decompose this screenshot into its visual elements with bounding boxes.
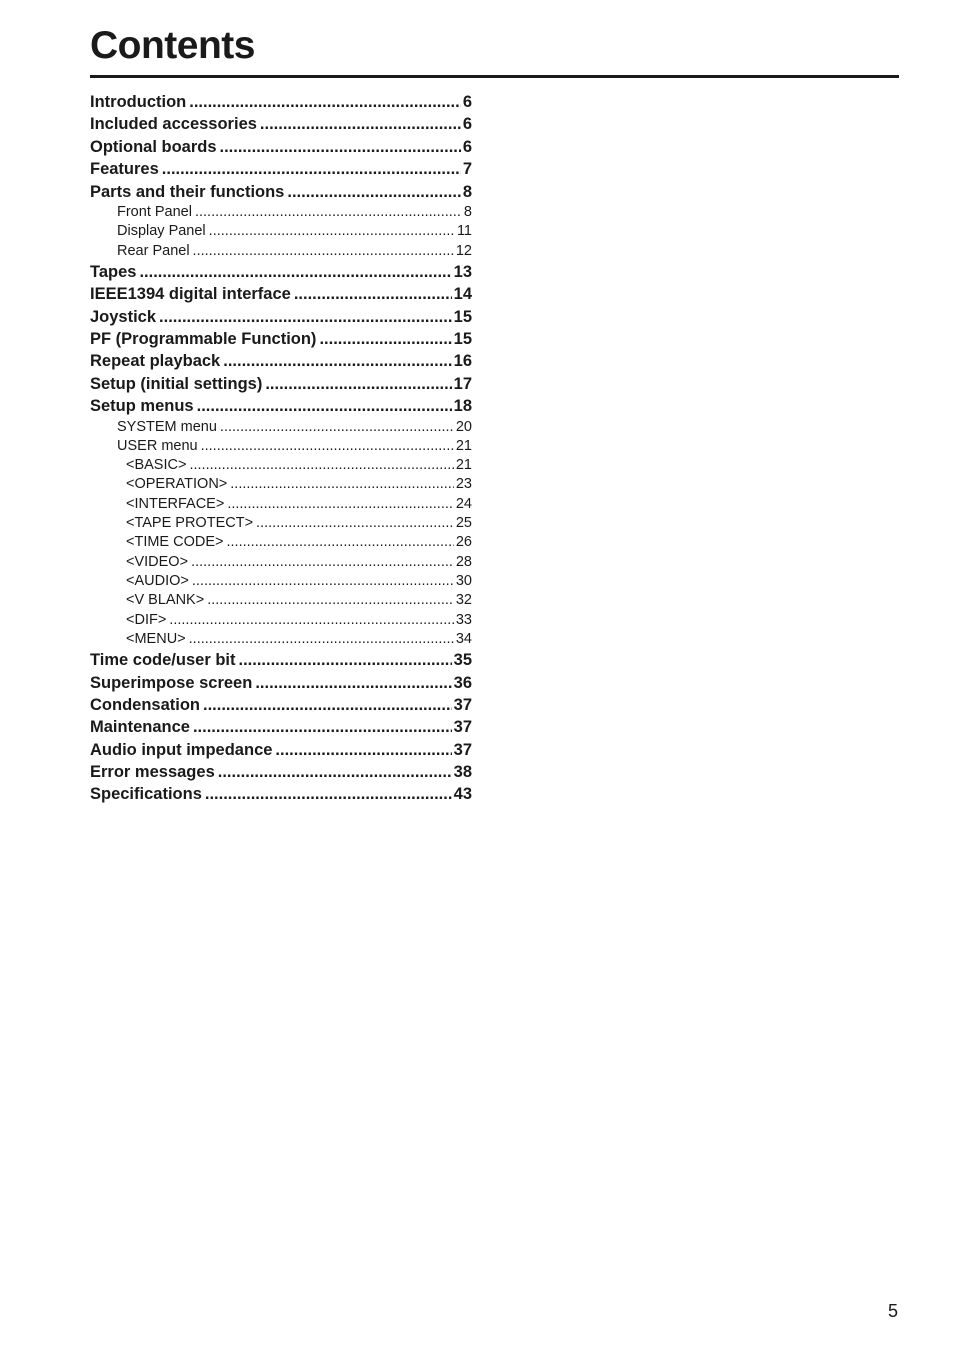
toc-entry-label: Display Panel bbox=[117, 223, 206, 240]
toc-entry-page: 21 bbox=[455, 457, 472, 474]
toc-dot-leader bbox=[159, 306, 452, 328]
toc-subsubentry[interactable] bbox=[90, 533, 472, 552]
toc-entry[interactable] bbox=[90, 306, 472, 328]
toc-entry-label: Error messages bbox=[90, 763, 215, 782]
toc-entry-label: <INTERFACE> bbox=[126, 495, 225, 512]
toc-entry[interactable] bbox=[90, 672, 472, 694]
toc-entry[interactable] bbox=[90, 328, 472, 350]
toc-subsubentry[interactable] bbox=[90, 495, 472, 514]
toc-entry-page: 6 bbox=[462, 115, 472, 134]
toc-entry[interactable] bbox=[90, 181, 472, 203]
toc-dot-leader bbox=[220, 418, 454, 437]
toc-entry[interactable] bbox=[90, 694, 472, 716]
toc-entry-page: 37 bbox=[453, 718, 472, 737]
toc-dot-leader bbox=[201, 437, 454, 456]
toc-entry-label: Specifications bbox=[90, 785, 202, 804]
toc-entry-page: 6 bbox=[462, 93, 472, 111]
toc-entry-label: <V BLANK> bbox=[126, 592, 205, 609]
toc-entry-page: 13 bbox=[453, 262, 472, 281]
toc-entry-label: Features bbox=[90, 160, 159, 179]
toc-dot-leader bbox=[294, 283, 452, 305]
toc-dot-leader bbox=[275, 739, 451, 761]
toc-entry[interactable] bbox=[90, 373, 472, 395]
toc-entry[interactable] bbox=[90, 136, 472, 158]
toc-entry-page: 15 bbox=[453, 330, 472, 349]
toc-entry-label: <TIME CODE> bbox=[126, 534, 224, 551]
toc-subentry[interactable] bbox=[90, 203, 472, 222]
toc-subsubentry[interactable] bbox=[90, 630, 472, 649]
page-title: Contents bbox=[90, 24, 255, 67]
toc-subentry[interactable] bbox=[90, 418, 472, 437]
toc-entry-page: 16 bbox=[453, 352, 472, 371]
toc-entry-page: 15 bbox=[453, 307, 472, 326]
toc-entry-page: 6 bbox=[462, 137, 472, 156]
toc-entry-label: Tapes bbox=[90, 262, 137, 281]
toc-entry-page: 34 bbox=[455, 630, 472, 647]
toc-dot-leader bbox=[218, 761, 452, 783]
toc-entry[interactable] bbox=[90, 158, 472, 180]
toc-dot-leader bbox=[260, 113, 461, 135]
toc-subentry[interactable] bbox=[90, 222, 472, 241]
toc-entry-label: <AUDIO> bbox=[126, 572, 189, 589]
toc-entry-page: 32 bbox=[455, 592, 472, 609]
toc-dot-leader bbox=[223, 350, 451, 372]
toc-dot-leader bbox=[319, 328, 451, 350]
toc-entry-page: 7 bbox=[462, 160, 472, 179]
toc-entry-page: 11 bbox=[456, 223, 472, 240]
toc-entry-label: Optional boards bbox=[90, 137, 217, 156]
toc-dot-leader bbox=[189, 630, 454, 649]
toc-subentry[interactable] bbox=[90, 242, 472, 261]
toc-entry-label: Setup (initial settings) bbox=[90, 374, 263, 393]
toc-dot-leader bbox=[207, 591, 454, 610]
toc-subsubentry[interactable] bbox=[90, 456, 472, 475]
toc-entry-label: <TAPE PROTECT> bbox=[126, 515, 254, 532]
title-divider bbox=[90, 75, 899, 78]
toc-dot-leader bbox=[227, 533, 454, 552]
toc-entry-page: 23 bbox=[455, 476, 472, 493]
toc-dot-leader bbox=[169, 611, 454, 630]
toc-entry-label: Audio input impedance bbox=[90, 740, 273, 759]
toc-entry-label: <VIDEO> bbox=[126, 553, 189, 570]
toc-dot-leader bbox=[162, 158, 461, 180]
toc-dot-leader bbox=[195, 203, 462, 222]
toc-subsubentry[interactable] bbox=[90, 572, 472, 591]
toc-entry-page: 35 bbox=[453, 651, 472, 670]
toc-entry-label: Time code/user bit bbox=[90, 651, 236, 670]
toc-dot-leader bbox=[239, 649, 452, 671]
toc-entry-label: <DIF> bbox=[126, 611, 167, 628]
toc-entry-label: <BASIC> bbox=[126, 457, 187, 474]
toc-dot-leader bbox=[189, 91, 461, 113]
toc-entry-page: 38 bbox=[453, 763, 472, 782]
toc-entry-page: 37 bbox=[453, 740, 472, 759]
toc-dot-leader bbox=[287, 181, 460, 203]
toc-entry-page: 8 bbox=[462, 182, 472, 201]
toc-entry-page: 30 bbox=[455, 572, 472, 589]
toc-entry-label: Included accessories bbox=[90, 115, 257, 134]
toc-entry-label: Parts and their functions bbox=[90, 182, 285, 201]
toc-dot-leader bbox=[265, 373, 451, 395]
toc-dot-leader bbox=[227, 495, 454, 514]
page-number: 5 bbox=[887, 1301, 898, 1321]
toc-entry-label: Introduction bbox=[90, 93, 187, 111]
toc-entry-label: Joystick bbox=[90, 307, 157, 326]
toc-entry-label: Rear Panel bbox=[117, 242, 190, 259]
toc-dot-leader bbox=[220, 136, 461, 158]
toc-entry-page: 20 bbox=[455, 418, 472, 435]
toc-entry-label: <MENU> bbox=[126, 630, 186, 647]
toc-entry-page: 24 bbox=[455, 495, 472, 512]
toc-entry[interactable] bbox=[90, 261, 472, 283]
toc-entry-label: PF (Programmable Function) bbox=[90, 330, 317, 349]
toc-dot-leader bbox=[192, 572, 454, 591]
toc-entry-label: IEEE1394 digital interface bbox=[90, 285, 291, 304]
toc-dot-leader bbox=[255, 672, 451, 694]
toc-entry-page: 8 bbox=[463, 203, 472, 220]
toc-entry[interactable] bbox=[90, 716, 472, 738]
toc-entry-page: 37 bbox=[453, 695, 472, 714]
toc-entry[interactable] bbox=[90, 761, 472, 783]
toc-entry-page: 36 bbox=[453, 673, 472, 692]
toc-entry[interactable] bbox=[90, 649, 472, 671]
toc-entry-label: Maintenance bbox=[90, 718, 190, 737]
toc-dot-leader bbox=[139, 261, 451, 283]
toc-dot-leader bbox=[189, 456, 453, 475]
toc-dot-leader bbox=[197, 395, 452, 417]
toc-entry-label: <OPERATION> bbox=[126, 476, 228, 493]
toc-entry-page: 28 bbox=[455, 553, 472, 570]
toc-entry-page: 25 bbox=[455, 515, 472, 532]
toc-dot-leader bbox=[193, 716, 452, 738]
toc-entry[interactable] bbox=[90, 91, 472, 113]
toc-entry-page: 43 bbox=[453, 785, 472, 804]
toc-entry-label: Superimpose screen bbox=[90, 673, 253, 692]
toc-entry-label: Condensation bbox=[90, 695, 200, 714]
table-of-contents bbox=[90, 91, 472, 806]
toc-dot-leader bbox=[209, 222, 455, 241]
toc-subsubentry[interactable] bbox=[90, 475, 472, 494]
toc-entry-label: USER menu bbox=[117, 437, 198, 454]
toc-dot-leader bbox=[193, 242, 454, 261]
toc-entry[interactable] bbox=[90, 283, 472, 305]
toc-entry-page: 21 bbox=[455, 437, 472, 454]
toc-subsubentry[interactable] bbox=[90, 611, 472, 630]
toc-entry[interactable] bbox=[90, 113, 472, 135]
toc-entry-label: Repeat playback bbox=[90, 352, 221, 371]
toc-entry-page: 18 bbox=[453, 397, 472, 416]
toc-entry[interactable] bbox=[90, 350, 472, 372]
toc-entry-label: SYSTEM menu bbox=[117, 418, 217, 435]
toc-entry-page: 14 bbox=[453, 285, 472, 304]
toc-entry[interactable] bbox=[90, 783, 472, 805]
toc-dot-leader bbox=[230, 475, 454, 494]
toc-entry[interactable] bbox=[90, 739, 472, 761]
toc-entry-page: 12 bbox=[455, 242, 472, 259]
toc-subsubentry[interactable] bbox=[90, 553, 472, 572]
toc-subsubentry[interactable] bbox=[90, 591, 472, 610]
toc-dot-leader bbox=[256, 514, 454, 533]
toc-entry-page: 17 bbox=[453, 374, 472, 393]
toc-entry-page: 26 bbox=[455, 534, 472, 551]
toc-entry-label: Setup menus bbox=[90, 397, 194, 416]
toc-entry[interactable] bbox=[90, 395, 472, 417]
toc-dot-leader bbox=[191, 553, 454, 572]
toc-dot-leader bbox=[205, 783, 452, 805]
toc-dot-leader bbox=[203, 694, 452, 716]
toc-subentry[interactable] bbox=[90, 437, 472, 456]
toc-subsubentry[interactable] bbox=[90, 514, 472, 533]
toc-entry-label: Front Panel bbox=[117, 203, 192, 220]
toc-entry-page: 33 bbox=[455, 611, 472, 628]
